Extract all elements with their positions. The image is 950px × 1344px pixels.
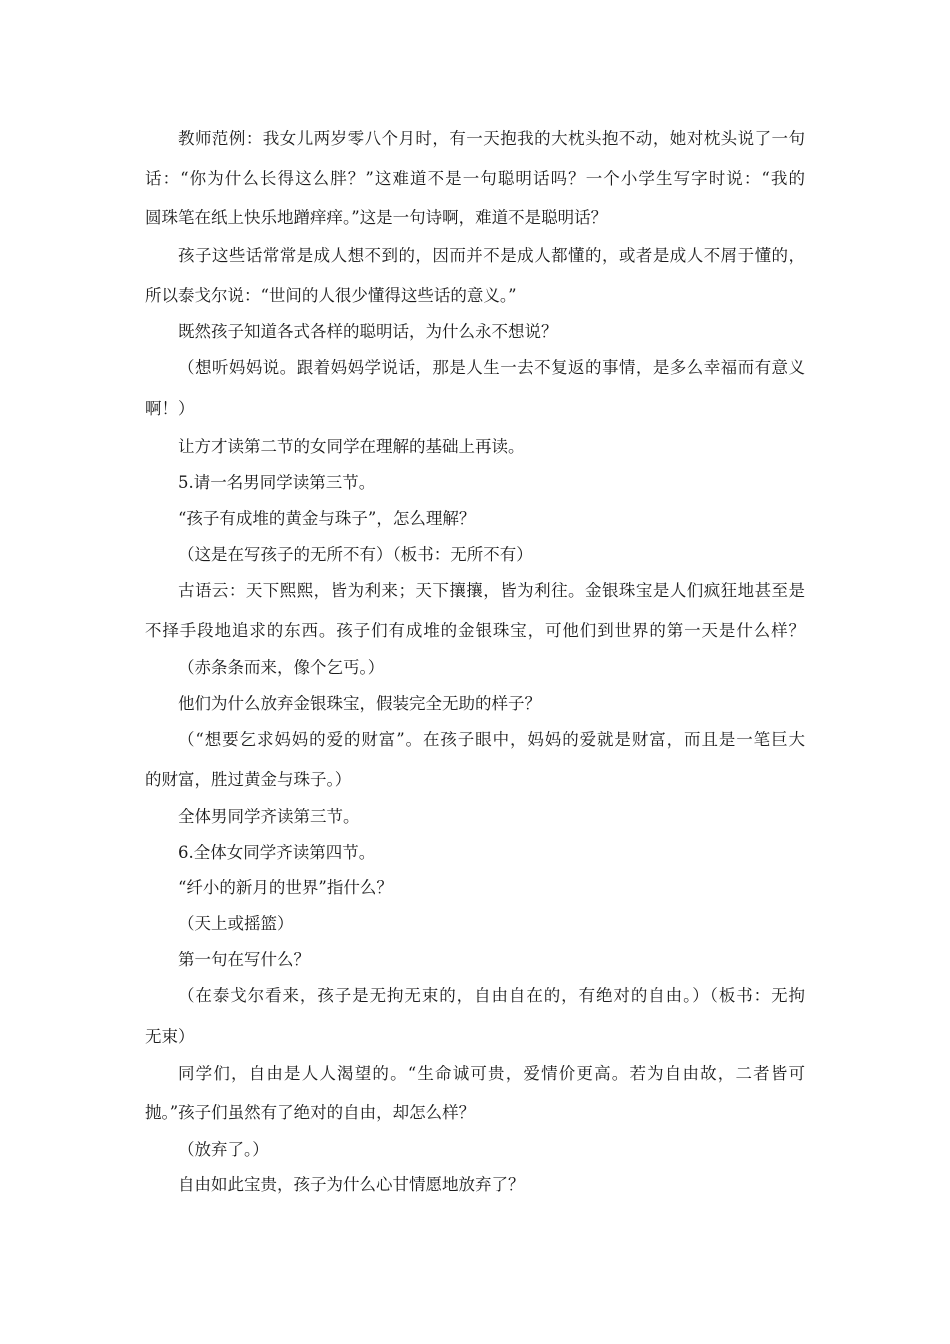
paragraph-line: 自由如此宝贵，孩子为什么心甘情愿地放弃了？ (178, 1175, 525, 1194)
paragraph-line: 啊！） (145, 399, 195, 418)
paragraph-line: （“想要乞求妈妈的爱的财富”。在孩子眼中，妈妈的爱就是财富，而且是一笔巨大 (178, 730, 805, 749)
paragraph-line: （这是在写孩子的无所不有）（板书：无所不有） (178, 545, 533, 564)
section-heading: 5.请一名男同学读第三节。 (178, 473, 376, 492)
paragraph-line: 全体男同学齐读第三节。 (178, 807, 360, 826)
paragraph-line: 教师范例：我女儿两岁零八个月时，有一天抱我的大枕头抱不动，她对枕头说了一句 (178, 129, 805, 148)
paragraph-line: 所以泰戈尔说：“世间的人很少懂得这些话的意义。” (145, 286, 517, 305)
paragraph-line: （赤条条而来，像个乞丐。） (178, 658, 385, 677)
paragraph-line: 让方才读第二节的女同学在理解的基础上再读。 (178, 437, 525, 456)
paragraph-line: 话：“你为什么长得这么胖？”这难道不是一句聪明话吗？一个小学生写字时说：“我的 (145, 169, 805, 188)
paragraph-line: 第一句在写什么？ (178, 950, 310, 969)
paragraph-line: （在泰戈尔看来，孩子是无拘无束的，自由自在的，有绝对的自由。）（板书：无拘 (178, 986, 805, 1005)
paragraph-line: 圆珠笔在纸上快乐地蹭痒痒。”这是一句诗啊，难道不是聪明话？ (145, 208, 608, 227)
section-heading: 6.全体女同学齐读第四节。 (178, 843, 376, 862)
paragraph-line: “纤小的新月的世界”指什么？ (178, 878, 393, 897)
paragraph-line: （想听妈妈说。跟着妈妈学说话，那是人生一去不复返的事情，是多么幸福而有意义 (178, 358, 805, 377)
paragraph-line: 抛。”孩子们虽然有了绝对的自由，却怎么样？ (145, 1103, 476, 1122)
paragraph-line: （天上或摇篮） (178, 914, 294, 933)
paragraph-line: 古语云：天下熙熙，皆为利来；天下攘攘，皆为利往。金银珠宝是人们疯狂地甚至是 (178, 581, 805, 600)
paragraph-line: 的财富，胜过黄金与珠子。） (145, 770, 352, 789)
paragraph-line: 他们为什么放弃金银珠宝，假装完全无助的样子？ (178, 694, 541, 713)
paragraph-line: 无束） (145, 1027, 195, 1046)
paragraph-line: 孩子这些话常常是成人想不到的，因而并不是成人都懂的，或者是成人不屑于懂的， (178, 246, 805, 265)
paragraph-line: 既然孩子知道各式各样的聪明话，为什么永不想说？ (178, 322, 558, 341)
paragraph-line: 不择手段地追求的东西。孩子们有成堆的金银珠宝，可他们到世界的第一天是什么样？ (145, 621, 805, 640)
paragraph-line: 同学们，自由是人人渴望的。“生命诚可贵，爱情价更高。若为自由故，二者皆可 (178, 1064, 805, 1083)
paragraph-line: （放弃了。） (178, 1140, 269, 1159)
paragraph-line: “孩子有成堆的黄金与珠子”，怎么理解？ (178, 509, 476, 528)
